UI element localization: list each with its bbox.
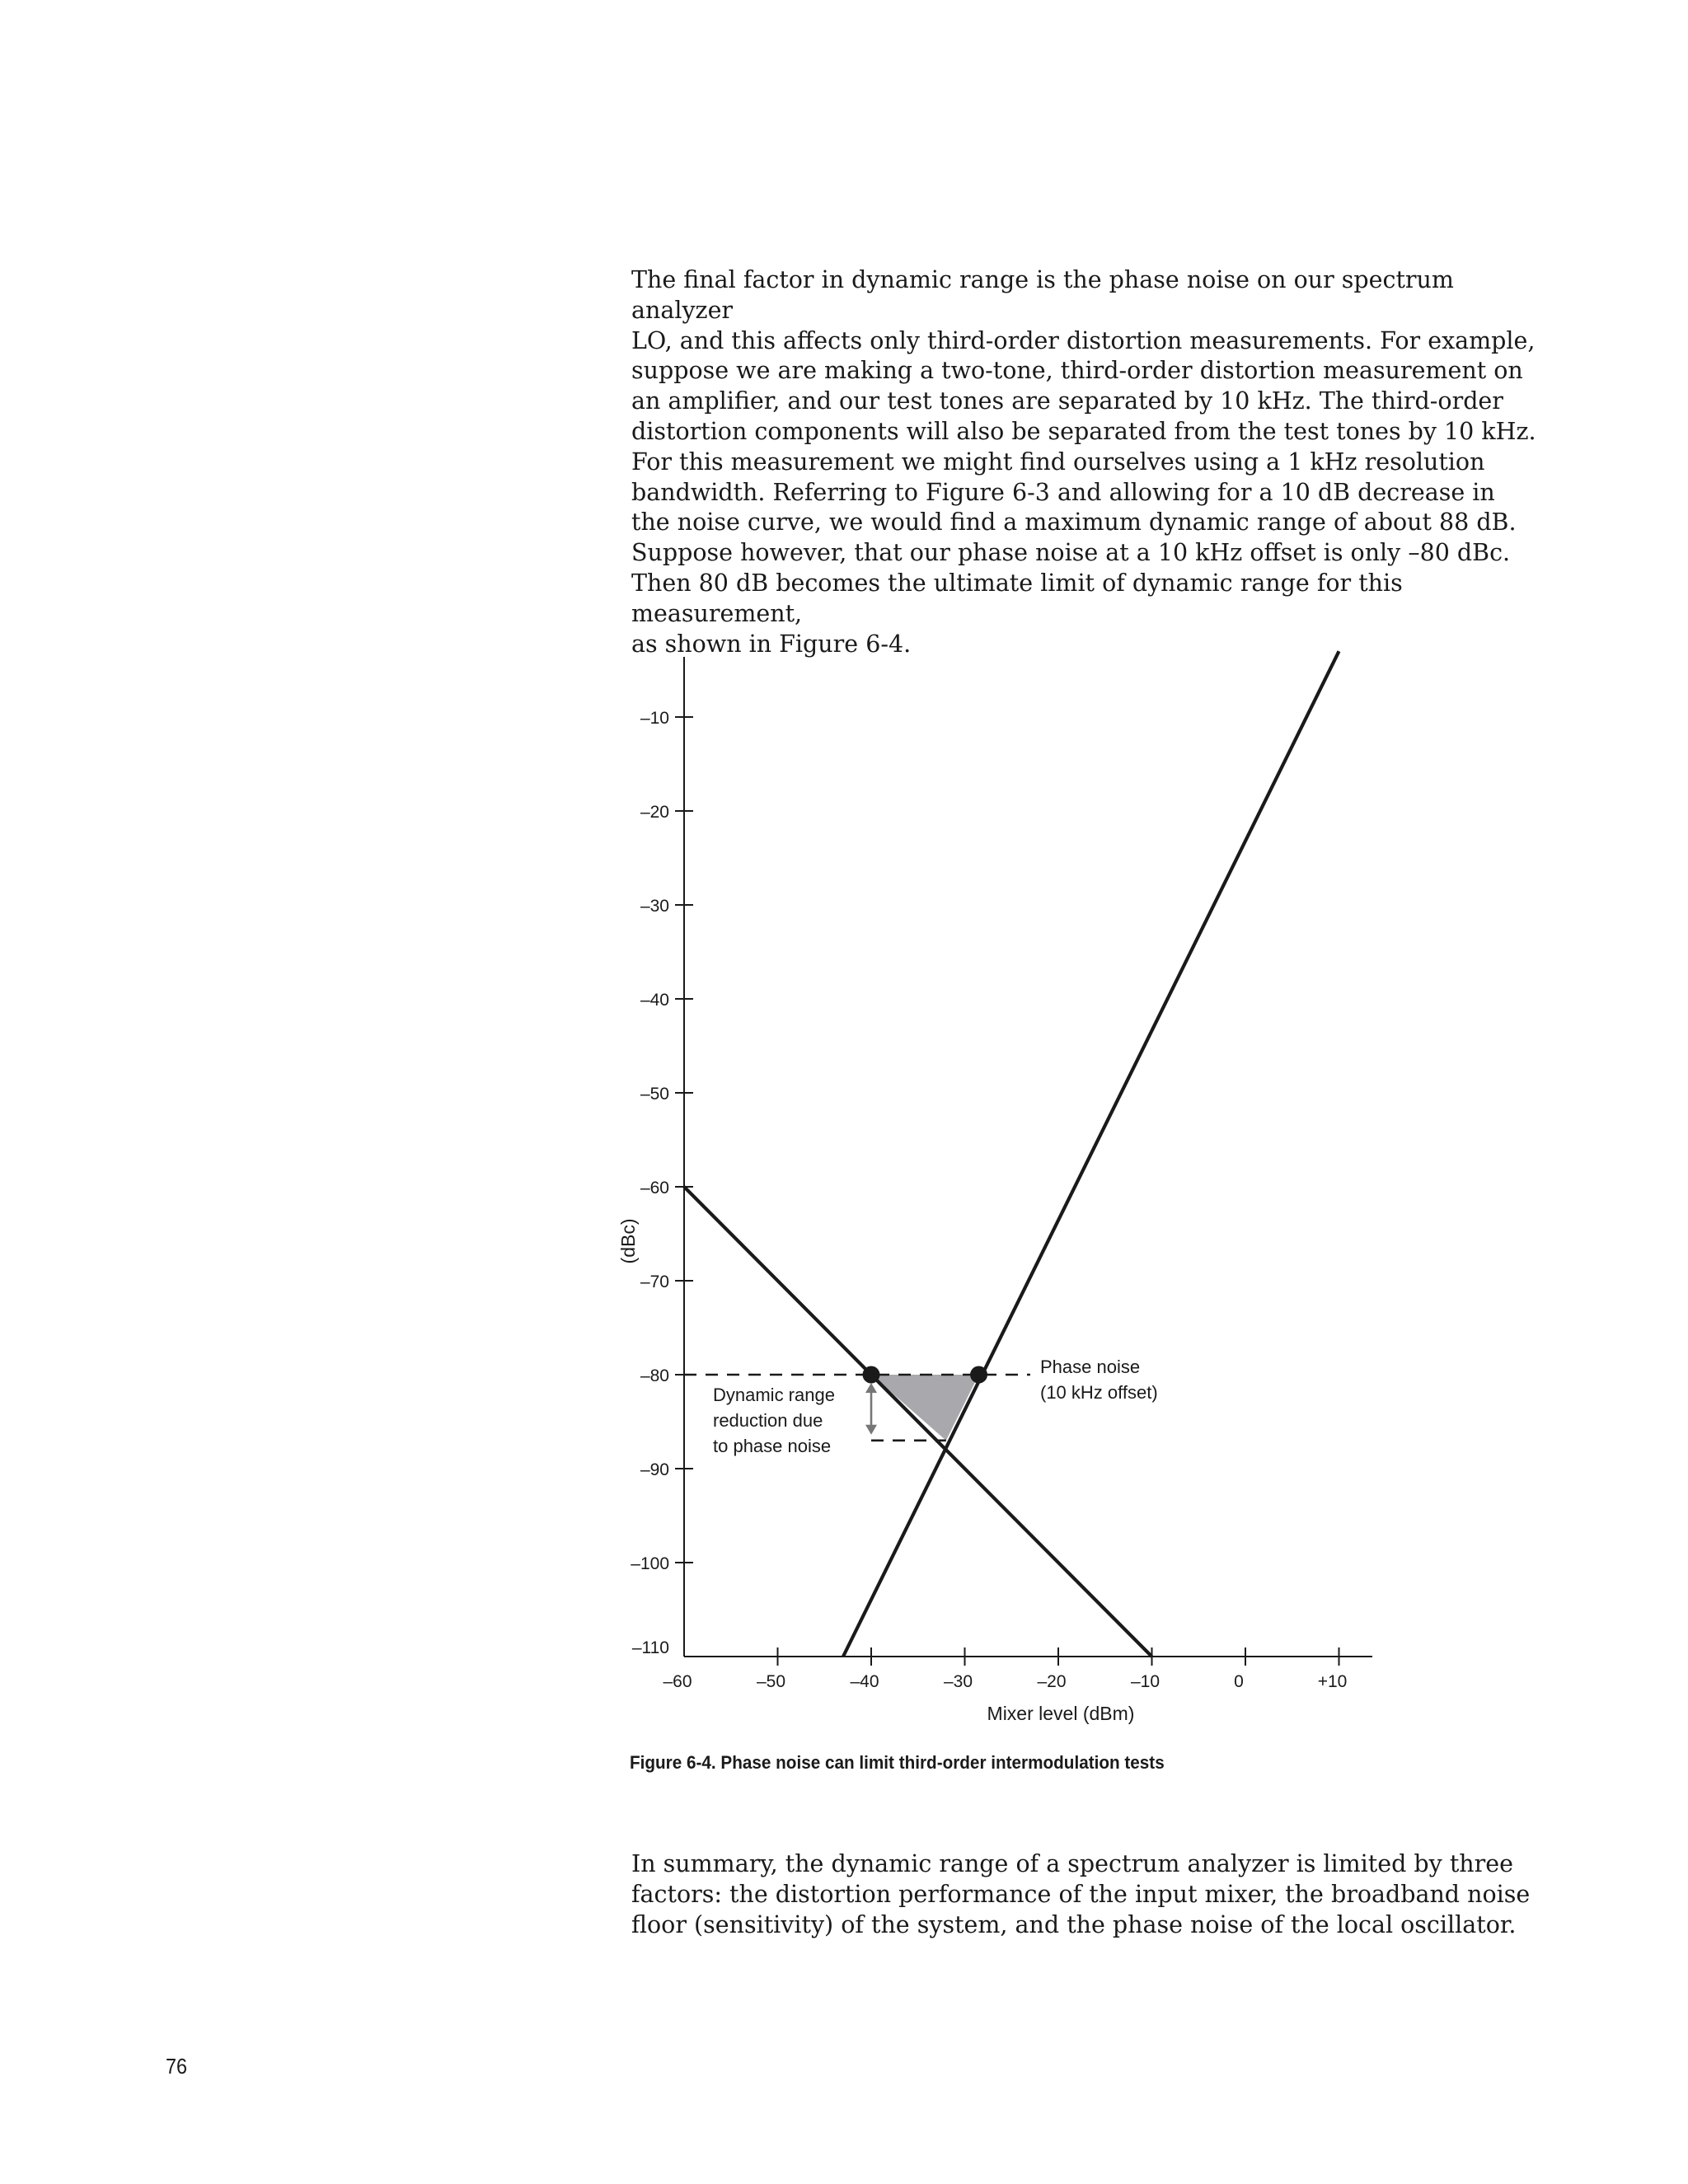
- x-tick-label: –30: [943, 1672, 973, 1691]
- summary-paragraph: In summary, the dynamic range of a spectrum analyzer is limited by three factors: the distortion performance of the input mixer, the broadband noise floor (sensitivity) of the system, and the phase noise of the local oscillator.: [631, 1850, 1531, 1938]
- y-tick-label: –60: [640, 1179, 669, 1197]
- y-tick-label: –70: [640, 1272, 669, 1291]
- y-tick-label: –10: [640, 709, 669, 728]
- y-tick-label: –40: [640, 991, 669, 1010]
- y-tick-label: –100: [631, 1554, 669, 1573]
- y-tick-label: –30: [640, 897, 669, 916]
- y-axis-title: (dBc): [617, 1218, 639, 1264]
- y-tick-label: –90: [640, 1460, 669, 1479]
- reduction-annotation-line: to phase noise: [713, 1436, 832, 1456]
- page-number: 76: [166, 2054, 188, 2079]
- reduction-arrow-head-up: [865, 1383, 877, 1393]
- figure-caption: Figure 6-4. Phase noise can limit third-order intermodulation tests: [630, 1752, 1165, 1773]
- x-tick-label: +10: [1317, 1672, 1348, 1691]
- phase-noise-intersection-point: [970, 1366, 987, 1384]
- reduction-annotation-line: reduction due: [713, 1410, 823, 1431]
- intro-paragraph: The final factor in dynamic range is the phase noise on our spectrum analyzer LO, and this affects only third-order distortion measurements. For example, suppose we are making a two-tone, third-order distortion measurement on an amplifier, and our test tones are separated by 10 kHz. The third-order distortion components will also be separated from the test tones by 10 kHz. For this measurement we might find ourselves using a 1 kHz resolution bandwidth. Referring to Figure 6-3 and allowing for a 10 dB decrease in the noise curve, we would find a maximum dynamic range of about 88 dB. Suppose however, that our phase noise at a 10 kHz offset is only –80 dBc. Then 80 dB becomes the ultimate limit of dynamic range for this measurement, as shown in Figure 6-4.: [631, 266, 1536, 658]
- x-tick-label: –10: [1130, 1672, 1160, 1691]
- x-tick-label: –50: [756, 1672, 786, 1691]
- reduction-arrow-head-down: [865, 1425, 877, 1435]
- y-tick-label: –110: [631, 1638, 669, 1657]
- x-tick-label: –20: [1037, 1672, 1067, 1691]
- x-tick-label: –60: [663, 1672, 692, 1691]
- y-tick-label: –50: [640, 1085, 669, 1104]
- third-order-distortion-line: [843, 651, 1339, 1657]
- y-tick-label: –20: [640, 803, 669, 822]
- phase-noise-annotation-line: Phase noise: [1040, 1357, 1141, 1377]
- phase-noise-annotation-line: (10 kHz offset): [1040, 1382, 1158, 1403]
- phase-noise-intersection-point: [863, 1366, 880, 1384]
- y-tick-label: –80: [640, 1366, 669, 1385]
- x-tick-label: –40: [850, 1672, 879, 1691]
- x-axis-title: Mixer level (dBm): [987, 1703, 1135, 1724]
- reduction-annotation-line: Dynamic range: [713, 1385, 835, 1405]
- x-tick-label: 0: [1234, 1672, 1244, 1691]
